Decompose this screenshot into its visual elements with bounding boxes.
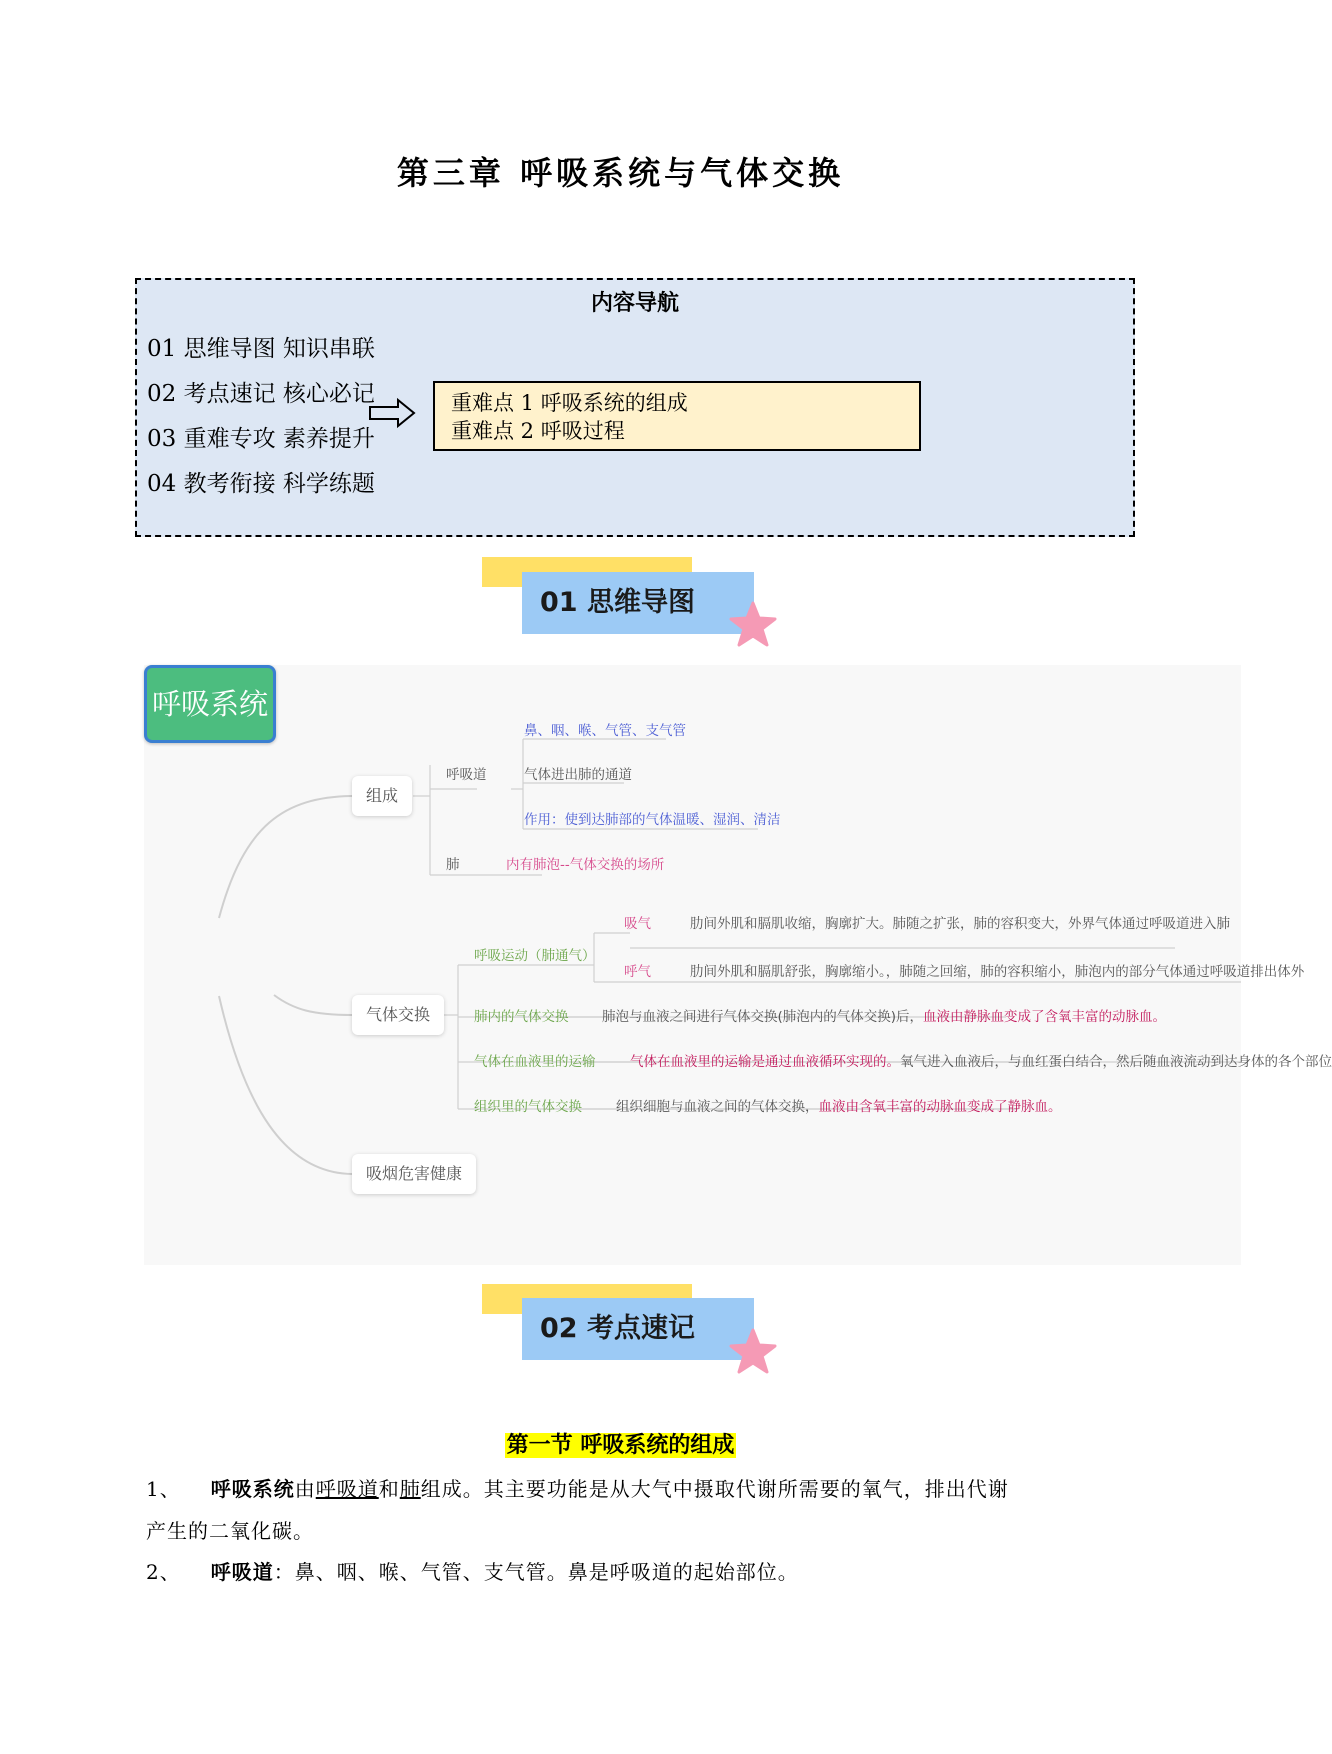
exhale-desc: 肋间外肌和膈肌舒张，胸廓缩小。，肺随之回缩，肺的容积缩小，肺泡内的部分气体通过呼吸道排出体外	[690, 964, 1305, 980]
paragraph-1-u1: 呼吸道	[315, 1477, 379, 1501]
section-label-01: 01 思维导图	[540, 587, 695, 618]
nav-item-practice: 04 教考衔接 科学练题	[147, 471, 375, 497]
section-heading-text: 第一节 呼吸系统的组成	[506, 1433, 735, 1458]
page-title: 第三章 呼吸系统与气体交换	[396, 154, 845, 192]
paragraph-1-line-2: 产生的二氧化碳。	[146, 1519, 314, 1543]
paragraph-1-t1: 由	[294, 1477, 316, 1501]
lung-exchange-desc-a: 肺泡与血液之间进行气体交换(肺泡内的气体交换)后，	[602, 1009, 924, 1025]
transport-desc	[630, 1050, 1332, 1070]
paragraph-1-term: 呼吸系统	[210, 1477, 295, 1501]
paragraph-1-t2: 和	[378, 1477, 400, 1501]
mind-map	[144, 665, 1332, 1265]
star-icon	[728, 600, 778, 650]
paragraph-2-term: 呼吸道	[210, 1560, 274, 1584]
node-breathing-movement: 呼吸运动（肺通气）	[474, 948, 596, 964]
node-airway: 呼吸道	[446, 767, 487, 783]
tissue-exchange-desc-b: 血液由含氧丰富的动脉血变成了静脉血。	[818, 1099, 1062, 1115]
key-point-1: 重难点 1 呼吸系统的组成	[451, 391, 688, 415]
node-tissue-exchange: 组织里的气体交换	[474, 1099, 582, 1115]
node-inhale: 吸气	[624, 916, 651, 932]
key-point-2: 重难点 2 呼吸过程	[451, 419, 625, 443]
airway-organs: 鼻、咽、喉、气管、支气管	[524, 723, 686, 739]
node-exhale: 呼气	[624, 964, 651, 980]
transport-desc-b: 氧气进入血液后，与血红蛋白结合，然后随血液流动到达身体的各个部位	[900, 1054, 1332, 1070]
nav-item-difficulties: 03 重难专攻 素养提升	[147, 426, 375, 452]
right-arrow-icon	[368, 398, 416, 428]
tissue-exchange-desc-a: 组织细胞与血液之间的气体交换，	[616, 1099, 819, 1115]
airway-passage: 气体进出肺的通道	[524, 767, 632, 783]
paragraph-1-num: 1、	[146, 1477, 181, 1501]
inhale-desc: 肋间外肌和膈肌收缩，胸廓扩大。肺随之扩张，肺的容积变大，外界气体通过呼吸道进入肺	[690, 916, 1230, 932]
node-blood-transport: 气体在血液里的运输	[474, 1054, 596, 1070]
paragraph-2-text: ：鼻、咽、喉、气管、支气管。鼻是呼吸道的起始部位。	[273, 1560, 799, 1584]
section-label-02: 02 考点速记	[540, 1313, 695, 1344]
nav-item-mindmap: 01 思维导图 知识串联	[147, 336, 375, 362]
key-points-box	[433, 381, 921, 451]
section-heading	[0, 1428, 1241, 1459]
star-icon	[728, 1327, 778, 1377]
node-gas-exchange: 气体交换	[352, 995, 444, 1035]
content-navigation-box	[135, 278, 1135, 537]
paragraph-1-t3: 组成。其主要功能是从大气中摄取代谢所需要的氧气，排出代谢	[420, 1477, 1009, 1501]
paragraph-1	[146, 1470, 1106, 1508]
mind-map-root: 呼吸系统	[144, 665, 276, 743]
nav-item-key-points: 02 考点速记 核心必记	[147, 381, 375, 407]
lung-exchange-desc	[602, 1005, 1166, 1025]
tissue-exchange-desc	[616, 1095, 1062, 1115]
node-smoking-harm: 吸烟危害健康	[352, 1154, 476, 1194]
node-lung-exchange: 肺内的气体交换	[474, 1009, 569, 1025]
paragraph-2-num: 2、	[146, 1560, 181, 1584]
paragraph-1-u2: 肺	[399, 1477, 421, 1501]
lung-exchange-desc-b: 血液由静脉血变成了含氧丰富的动脉血。	[923, 1009, 1167, 1025]
airway-function: 作用：使到达肺部的气体温暖、湿润、清洁	[524, 812, 781, 828]
transport-desc-a: 气体在血液里的运输是通过血液循环实现的。	[630, 1054, 900, 1070]
lung-desc: 内有肺泡--气体交换的场所	[506, 857, 665, 873]
node-lung: 肺	[446, 857, 460, 873]
nav-heading: 内容导航	[590, 291, 679, 316]
paragraph-2	[146, 1553, 799, 1591]
node-composition: 组成	[352, 776, 412, 816]
